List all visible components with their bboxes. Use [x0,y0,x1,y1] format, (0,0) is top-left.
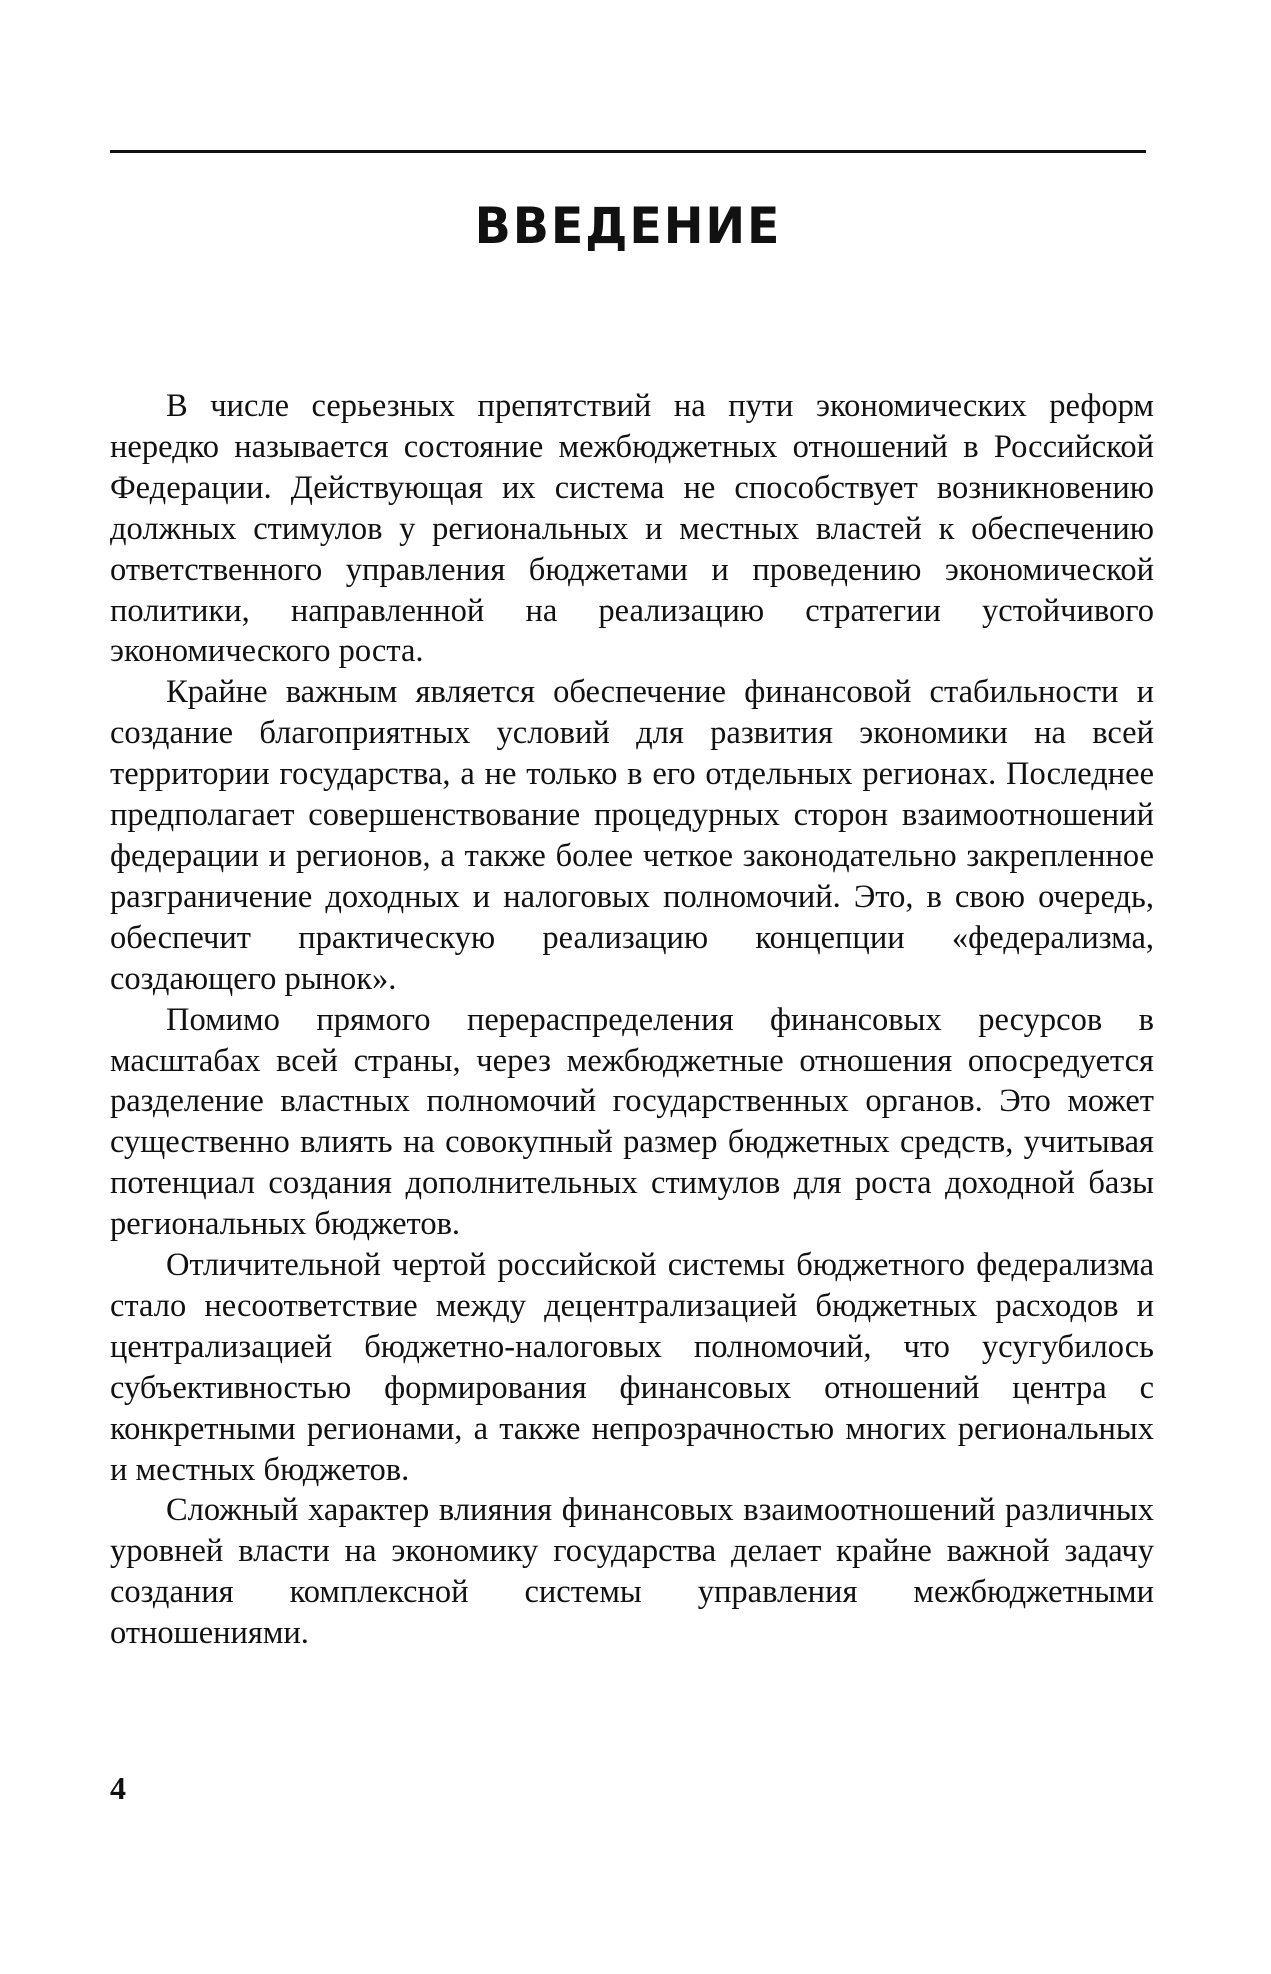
paragraph-5: Сложный характер влияния финансовых взаимоотношений различных уровней власти на экономику государства делает крайне важной задачу создания комплексной системы управления межбюджетными отношениями. [110,1492,1154,1652]
paragraph-3: Помимо прямого перераспределения финансовых ресурсов в масштабах всей страны, через межбюджетные отношения опосредуется разделение властных полномочий государственных органов. Это может существенно влиять на совокупный размер бюджетных средств, учитывая потенциал создания дополнительных стимулов для роста доходной базы региональных бюджетов. [110,1001,1154,1243]
paragraph-4: Отличительной чертой российской системы бюджетного федерализма стало несоответствие между децентрализацией бюджетных расходов и централизацией бюджетно-налоговых полномочий, что усугубилось субъективностью формирования финансовых отношений центра с конкретными регионами, а также непрозрачностью многих региональных и местных бюджетов. [110,1247,1154,1488]
body-text [110,386,1154,1654]
paragraph-2: Крайне важным является обеспечение финансовой стабильности и создание благоприятных условий для развития экономики на всей территории государства, а не только в его отдельных регионах. Последнее предполагает совершенствование процедурных сторон взаимоотношений федерации и регионов, а также более четкое законодательно закрепленное разграничение доходных и налоговых полномочий. Это, в свою очередь, обеспечит практическую реализацию концепции «федерализма, создающего рынок». [110,674,1154,997]
page-number: 4 [110,1770,126,1806]
paragraph-1: В числе серьезных препятствий на пути экономических реформ нередко называется состояние межбюджетных отношений в Российской Федерации. Действующая их система не способствует возникновению должных стимулов у региональных и местных властей к обеспечению ответственного управления бюджетами и проведению экономической политики, направленной на реализацию стратегии устойчивого экономического роста. [110,388,1154,670]
chapter-title: ВВЕДЕНИЕ [474,197,782,255]
top-rule [110,150,1146,153]
